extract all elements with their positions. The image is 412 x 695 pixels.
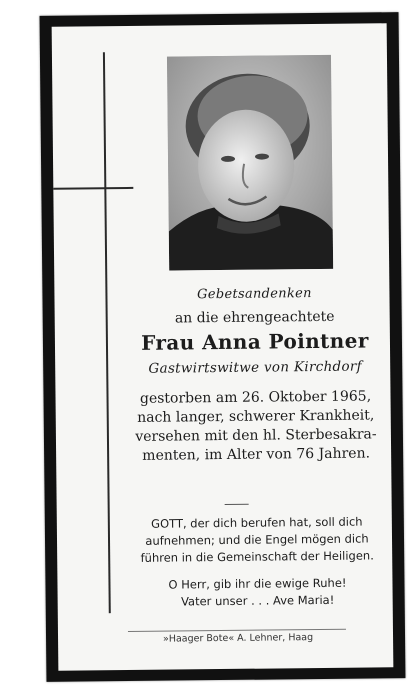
closing-text <box>132 574 382 611</box>
deceased-name: Frau Anna Pointner <box>141 328 369 355</box>
divider <box>225 504 249 505</box>
body-line: versehen mit den hl. Sterbesakra- <box>135 426 377 445</box>
cross-icon-horizontal <box>53 187 133 190</box>
prayer-line: GOTT, der dich berufen hat, soll dich <box>151 514 363 531</box>
prayer-text <box>132 513 383 567</box>
card-paper <box>52 23 394 670</box>
intro-line: an die ehrengeachtete <box>174 308 335 327</box>
printer-credit: »Haager Bote« A. Lehner, Haag <box>162 632 314 645</box>
prayer-line: führen in die Gemeinschaft der Heiligen. <box>140 548 374 565</box>
cross-icon-vertical <box>103 52 111 613</box>
body-text <box>130 387 381 466</box>
body-line: nach langer, schwerer Krankheit, <box>137 407 375 426</box>
prayer-line: aufnehmen; und die Engel mögen dich <box>145 531 369 548</box>
portrait-image <box>167 55 333 271</box>
title-italic: Gastwirtswitwe von Kirchdorf <box>148 358 363 377</box>
closing-line: O Herr, gib ihr die ewige Ruhe! <box>168 575 347 592</box>
body-line: menten, im Alter von 76 Jahren. <box>142 445 371 464</box>
portrait-photo <box>167 55 333 271</box>
memorial-card <box>40 12 406 682</box>
closing-line: Vater unser . . . Ave Maria! <box>180 592 335 609</box>
body-line: gestorben am 26. Oktober 1965, <box>139 388 372 407</box>
intro-italic: Gebetsandenken <box>197 286 312 303</box>
